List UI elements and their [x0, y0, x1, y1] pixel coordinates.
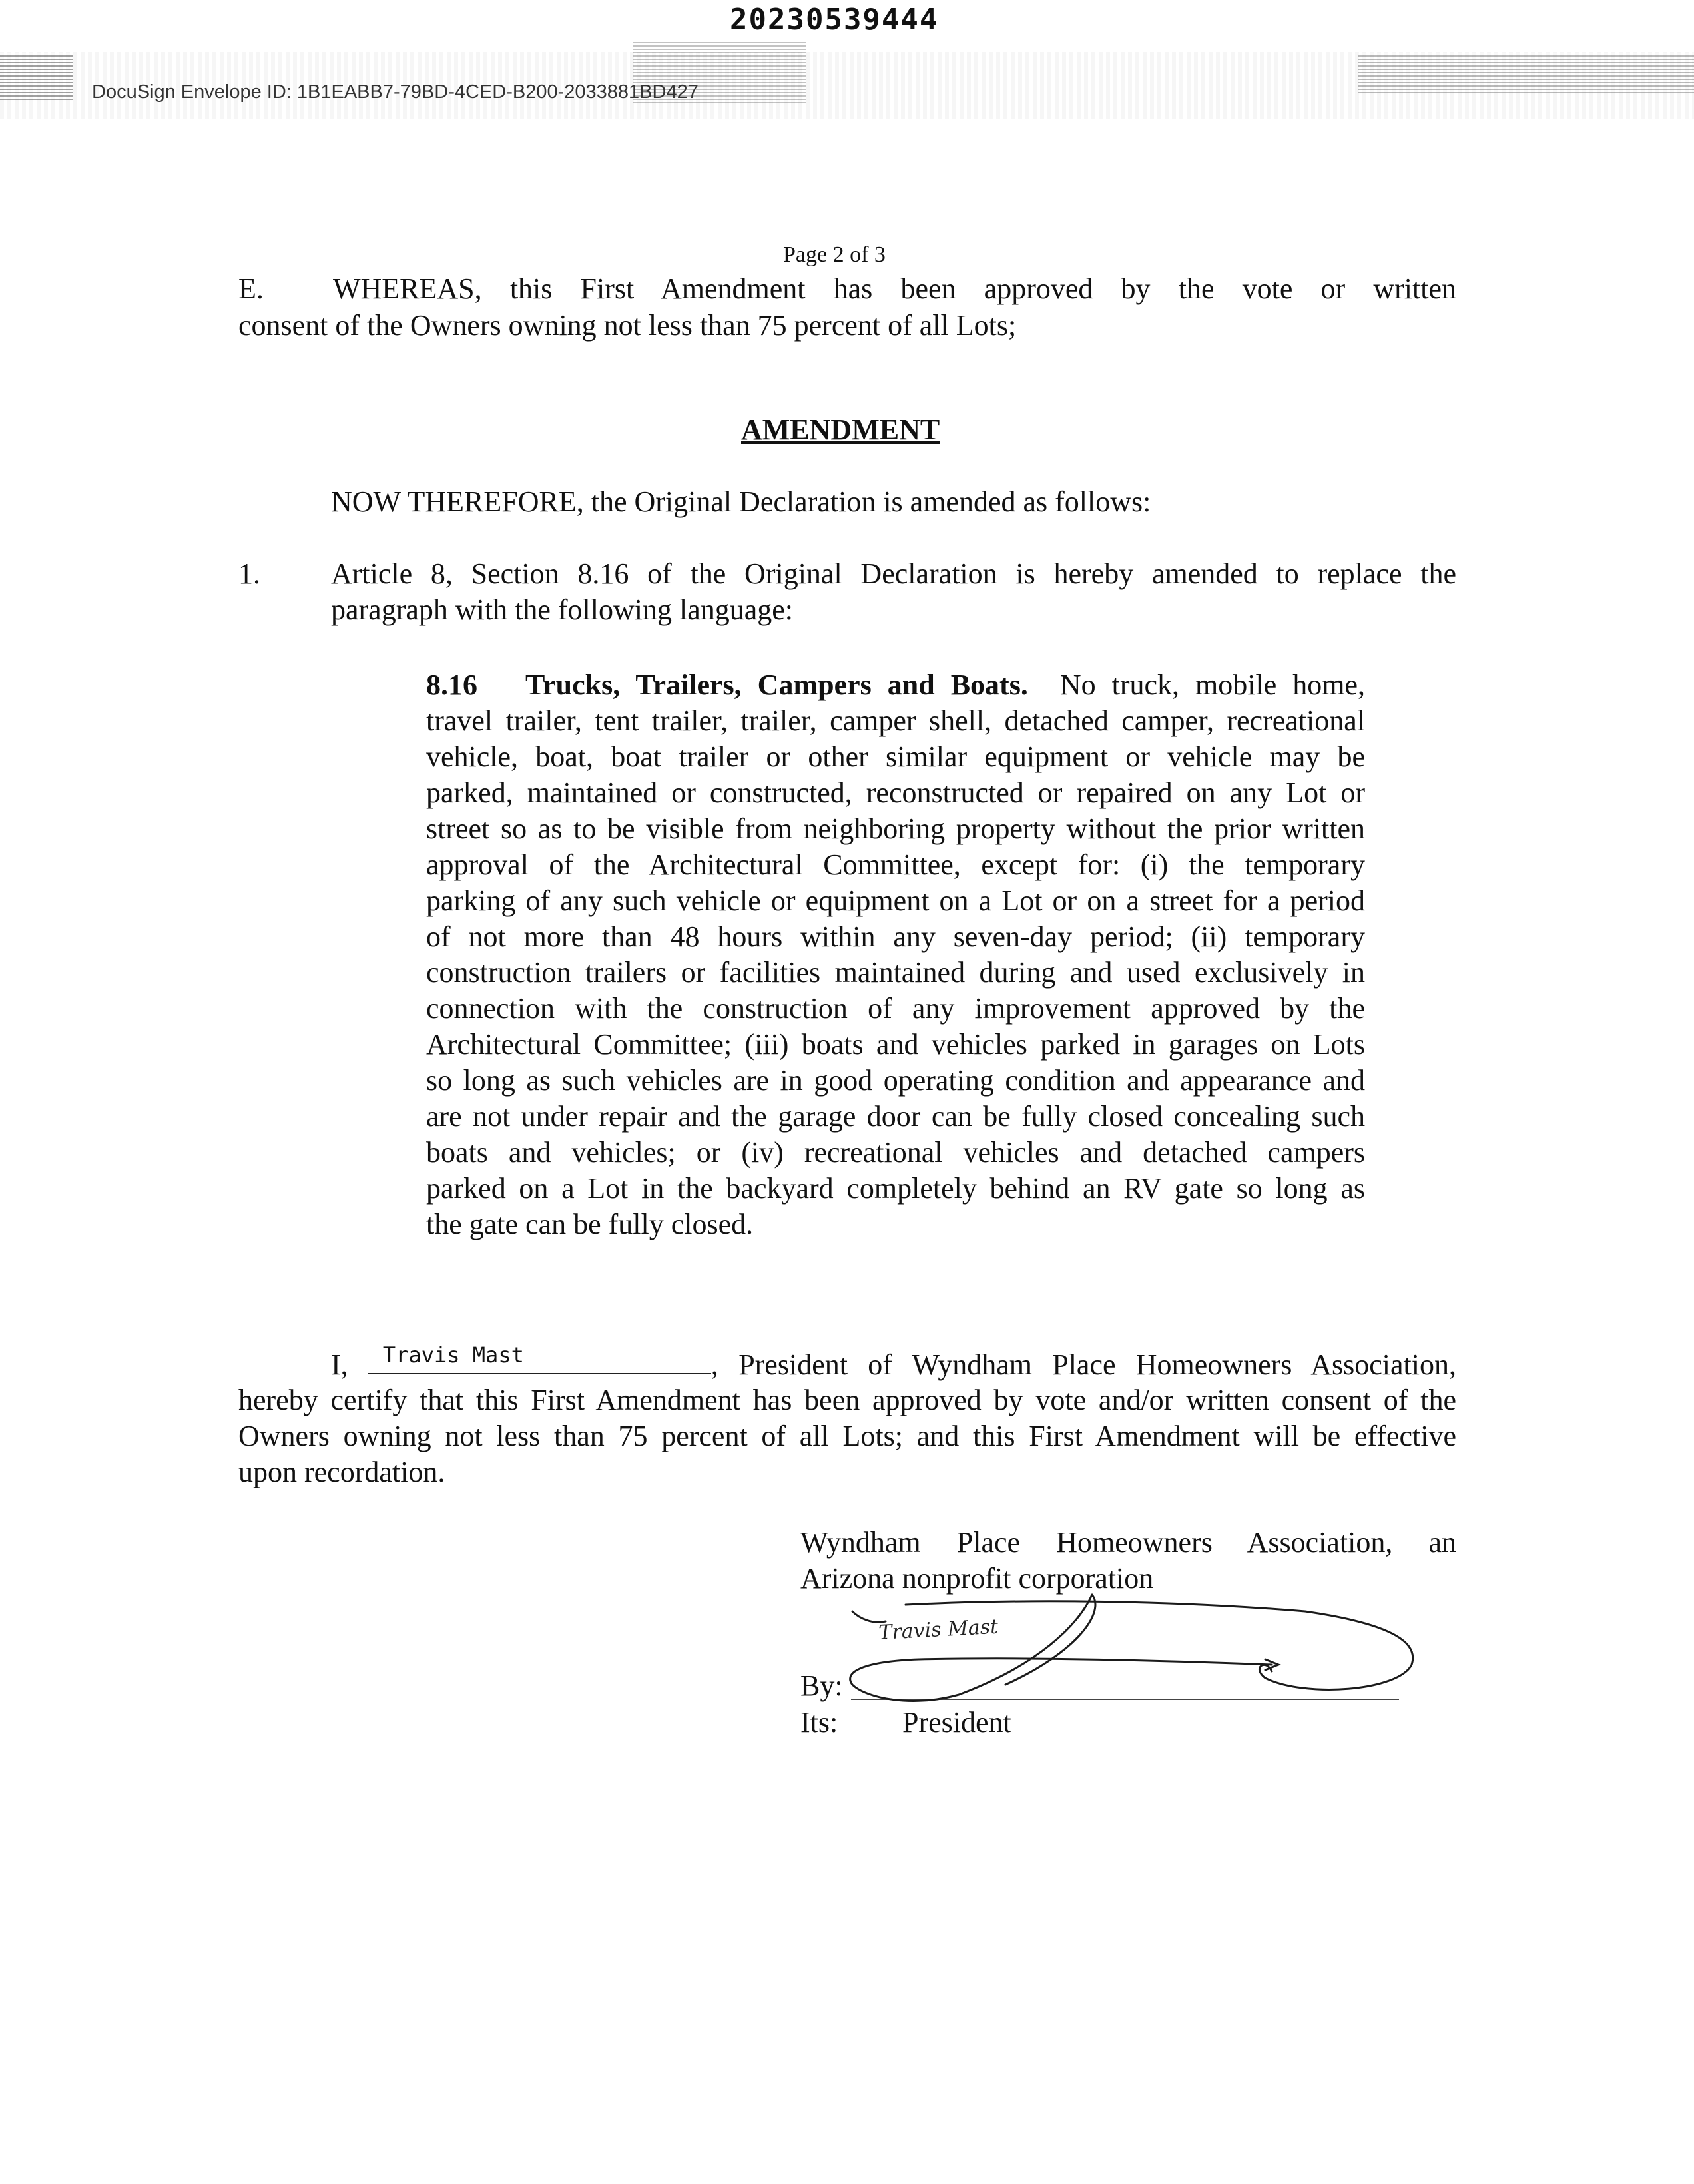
page-number: Page 2 of 3 — [783, 242, 886, 267]
certification-line2: hereby certify that this First Amendment has been approved by vote and/or written consent of the — [238, 1384, 1456, 1416]
by-label: By: — [800, 1669, 843, 1702]
item-1-number: 1. — [238, 557, 260, 590]
president-typed-name: Travis Mast — [382, 1342, 524, 1368]
certification-line1: I, Travis Mast , President of Wyndham Place Homeowners Association, — [331, 1346, 1456, 1383]
scan-artifact-left — [0, 53, 73, 100]
section-last-line: the gate can be fully closed. — [426, 1208, 754, 1240]
section-body-line: parked on a Lot in the backyard completely behind an RV gate so long as — [426, 1172, 1365, 1205]
recital-e-line1: E. WHEREAS, this First Amendment has been approved by the vote or written — [238, 271, 1456, 307]
org-name-line2: Arizona nonprofit corporation — [800, 1562, 1154, 1595]
section-first-line: 8.16 Trucks, Trailers, Campers and Boats. No truck, mobile home, — [426, 669, 1366, 701]
section-body-line: street so as to be visible from neighboring property without the prior written — [426, 812, 1365, 845]
section-8-16-block — [426, 667, 1365, 1242]
item-1-line2: paragraph with the following language: — [331, 593, 794, 626]
section-body-line: vehicle, boat, boat trailer or other similar equipment or vehicle may be — [426, 740, 1365, 773]
section-body-line: are not under repair and the garage door can be fully closed concealing such — [426, 1100, 1365, 1133]
docusign-envelope-id: DocuSign Envelope ID: 1B1EABB7-79BD-4CED-B200-2033881BD427 — [92, 81, 699, 103]
section-body-line: parking of any such vehicle or equipment on a Lot or on a street for a period — [426, 884, 1365, 917]
section-number: 8.16 — [426, 669, 477, 701]
section-body-line: Architectural Committee; (iii) boats and vehicles parked in garages on Lots — [426, 1028, 1365, 1061]
amendment-heading: AMENDMENT — [741, 413, 940, 446]
its-label: Its: — [800, 1706, 838, 1739]
section-body-line: parked, maintained or constructed, reconstructed or repaired on any Lot or — [426, 776, 1365, 809]
section-body-line: of not more than 48 hours within any seven-day period; (ii) temporary — [426, 920, 1365, 953]
certification-line4: upon recordation. — [238, 1456, 445, 1488]
its-value: President — [902, 1706, 1011, 1739]
section-body-lines — [426, 703, 1365, 1207]
recital-e-line2: consent of the Owners owning not less than 75 percent of all Lots; — [238, 309, 1017, 342]
svg-text:Travis Mast: Travis Mast — [878, 1615, 999, 1645]
section-body-line: travel trailer, tent trailer, trailer, camper shell, detached camper, recreational — [426, 704, 1365, 737]
section-body-line: connection with the construction of any improvement approved by the — [426, 992, 1365, 1025]
section-body-line: construction trailers or facilities maintained during and used exclusively in — [426, 956, 1365, 989]
recording-number: 20230539444 — [730, 3, 939, 37]
handwritten-signature — [839, 1585, 1425, 1718]
now-therefore-text: NOW THEREFORE, the Original Declaration is amended as follows: — [331, 485, 1151, 518]
org-name-line1: Wyndham Place Homeowners Association, an — [800, 1526, 1456, 1559]
section-body-line: boats and vehicles; or (iv) recreational vehicles and detached campers — [426, 1136, 1365, 1169]
recital-e-letter: E. — [238, 272, 264, 305]
section-body-line: so long as such vehicles are in good operating condition and appearance and — [426, 1064, 1365, 1097]
section-title: Trucks, Trailers, Campers and Boats. — [525, 669, 1028, 701]
certification-line3: Owners owning not less than 75 percent of all Lots; and this First Amendment will be effective — [238, 1420, 1456, 1452]
item-1-line1: Article 8, Section 8.16 of the Original Declaration is hereby amended to replace the — [331, 557, 1456, 590]
president-name-blank — [368, 1342, 711, 1374]
scan-artifact-right — [1358, 53, 1694, 93]
section-body-line: approval of the Architectural Committee, except for: (i) the temporary — [426, 848, 1365, 881]
